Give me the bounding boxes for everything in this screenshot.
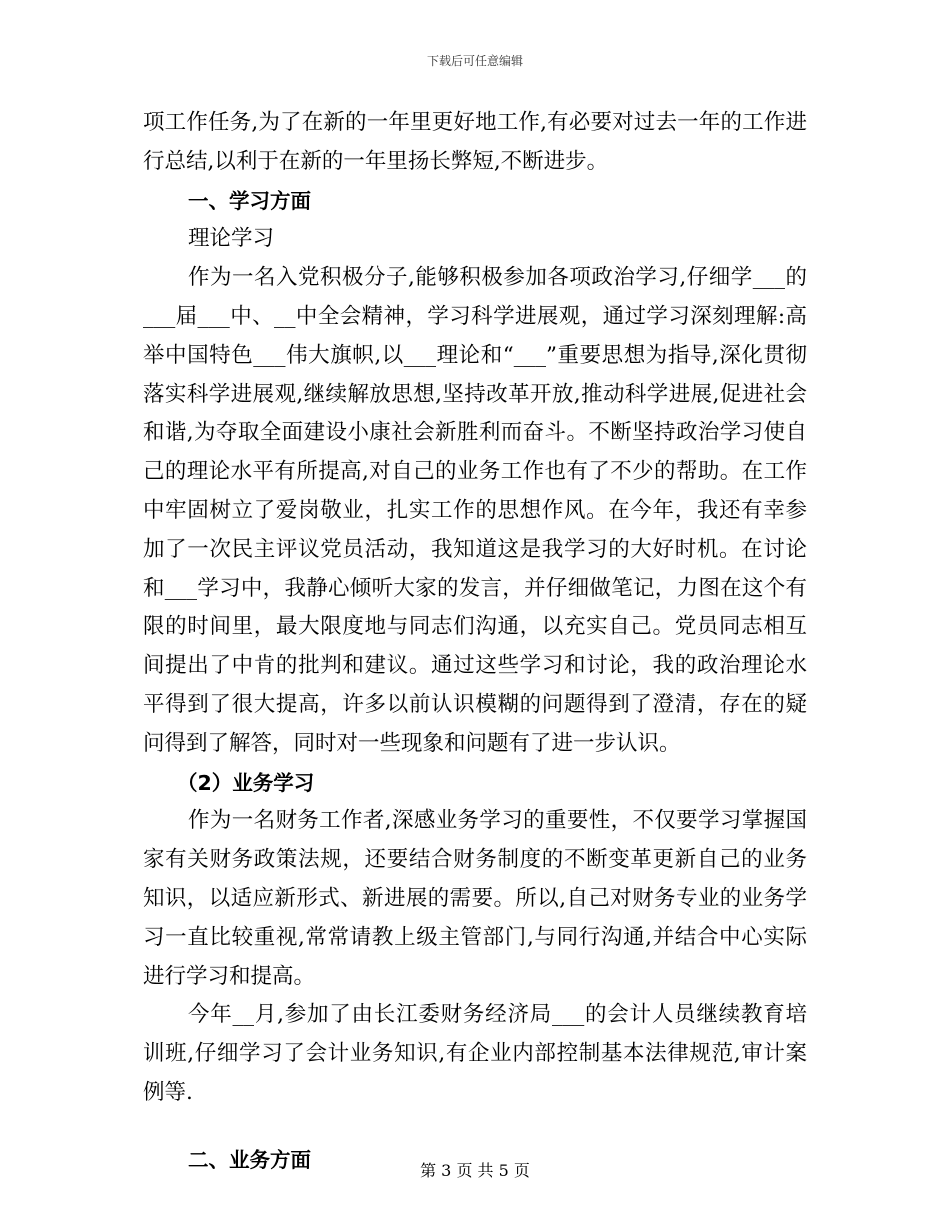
paragraph-training: 今年__月,参加了由长江委财务经济局___的会计人员继续教育培训班,仔细学习了会计业务知识,有企业内部控制基本法律规范,审计案例等.: [143, 1002, 807, 1105]
document-body: [143, 104, 807, 1180]
paragraph-continuation: 项工作任务,为了在新的一年里更好地工作,有必要对过去一年的工作进行总结,以利于在新的一年里扬长弊短,不断进步。: [143, 110, 807, 174]
section-heading-business: 二、业务方面: [188, 1147, 311, 1172]
page-footer: 第 3 页 共 5 页: [420, 1161, 530, 1180]
paragraph-business-study: 作为一名财务工作者,深感业务学习的重要性，不仅要学习掌握国家有关财务政策法规，还要结合财务制度的不断变革更新自己的业务知识，以适应新形式、新进展的需要。所以,自己对财务专业的业务学习一直比较重视,常常请教上级主管部门,与同行沟通,并结合中心实际进行学习和提高。: [143, 808, 807, 989]
subheading-business-study: （2）业务学习: [177, 770, 315, 795]
subheading-theory-study: 理论学习: [188, 226, 275, 252]
section-heading-study: 一、学习方面: [188, 188, 311, 213]
page-header: 下载后可任意编辑: [426, 54, 523, 68]
paragraph-theory-study: 作为一名入党积极分子,能够积极参加各项政治学习,仔细学___的___届___中、__中全会精神，学习科学进展观，通过学习深刻理解:高举中国特色___伟大旗帜,以___理论和“___”重要思想为指导,深化贯彻落实科学进展观,继续解放思想,坚持改革开放,推动科学进展,促进社会和谐,为夺取全面建设小康社会新胜利而奋斗。不断坚持政治学习使自己的理论水平有所提高,对自己的业务工作也有了不少的帮助。在工作中牢固树立了爱岗敬业，扎实工作的思想作风。在今年，我还有幸参加了一次民主评议党员活动，我知道这是我学习的大好时机。在讨论和___学习中，我静心倾听大家的发言，并仔细做笔记，力图在这个有限的时间里，最大限度地与同志们沟通，以充实自己。党员同志相互间提出了中肯的批判和建议。通过这些学习和讨论，我的政治理论水平得到了很大提高，许多以前认识模糊的问题得到了澄清，存在的疑问得到了解答，同时对一些现象和问题有了进一步认识。: [143, 265, 807, 756]
